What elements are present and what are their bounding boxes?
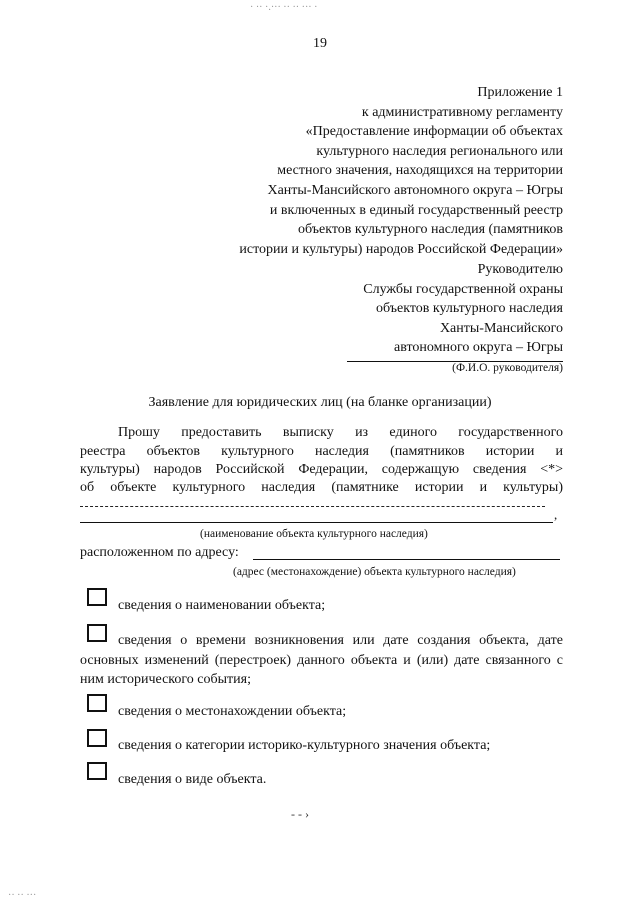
appendix-line: к административному регламенту <box>361 104 563 120</box>
request-line: Прошу предоставить выписку из единого государственного <box>118 425 563 440</box>
option-checkbox-type[interactable] <box>87 762 107 780</box>
addressee-line: объектов культурного наследия <box>375 301 563 317</box>
statement-title: Заявление для юридических лиц (на бланке организации) <box>148 395 492 410</box>
addressee-line: Службы государственной охраны <box>363 281 563 297</box>
option-label-location: сведения о местонахождении объекта; <box>118 704 347 719</box>
address-caption: (адрес (местонахождение) объекта культурного наследия) <box>233 566 516 578</box>
footer-mark: - - › <box>291 807 309 821</box>
scan-artifact-bottom: ·· ·· ··· <box>8 890 37 901</box>
option-label-date: сведения о времени возникновения или дате создания объекта, дате основных изменений (перестроек) данного объекта и (или) дате связанного с ним исторического события; <box>80 633 563 688</box>
option-label-type: сведения о виде объекта. <box>118 772 267 787</box>
request-line: реестра объектов культурного наследия (памятников истории и <box>80 444 563 459</box>
request-line: об объекте культурного наследия (памятнике истории и культуры) <box>80 480 563 495</box>
line-end-comma: , <box>554 507 558 522</box>
appendix-line: культурного наследия регионального или <box>316 143 563 159</box>
option-checkbox-name[interactable] <box>87 588 107 606</box>
object-name-fill-line[interactable] <box>80 522 553 523</box>
scan-artifact-top: · ·· ·.··· ·· ·· ··· · <box>250 2 318 13</box>
page-number: 19 <box>313 36 327 51</box>
appendix-line: «Предоставление информации об объектах <box>305 124 563 140</box>
appendix-header <box>239 83 563 259</box>
appendix-line: Ханты-Мансийского автономного округа – Югры <box>267 182 563 198</box>
option-checkbox-category[interactable] <box>87 729 107 747</box>
addressee-line: Руководителю <box>477 262 563 277</box>
address-fill-line[interactable] <box>253 559 560 560</box>
object-name-caption: (наименование объекта культурного наследия) <box>200 528 428 540</box>
object-name-fill-line[interactable] <box>80 506 545 507</box>
appendix-line: объектов культурного наследия (памятников <box>298 222 563 238</box>
addressee-line: автономного округа – Югры <box>394 340 563 356</box>
address-label: расположенном по адресу: <box>80 545 239 560</box>
addressee-block <box>363 260 563 358</box>
signature-caption: (Ф.И.О. руководителя) <box>452 362 563 374</box>
option-label-name: сведения о наименовании объекта; <box>118 598 326 613</box>
appendix-line: Приложение 1 <box>477 85 563 100</box>
option-label-category: сведения о категории историко-культурного значения объекта; <box>118 738 491 753</box>
request-line: культуры) народов Российской Федерации, содержащую сведения <*> <box>80 462 563 477</box>
option-checkbox-location[interactable] <box>87 694 107 712</box>
addressee-line: Ханты-Мансийского <box>439 320 563 336</box>
appendix-line: местного значения, находящихся на территории <box>277 163 563 179</box>
appendix-line: истории и культуры) народов Российской Федерации» <box>239 241 563 257</box>
appendix-line: и включенных в единый государственный реестр <box>269 202 563 218</box>
